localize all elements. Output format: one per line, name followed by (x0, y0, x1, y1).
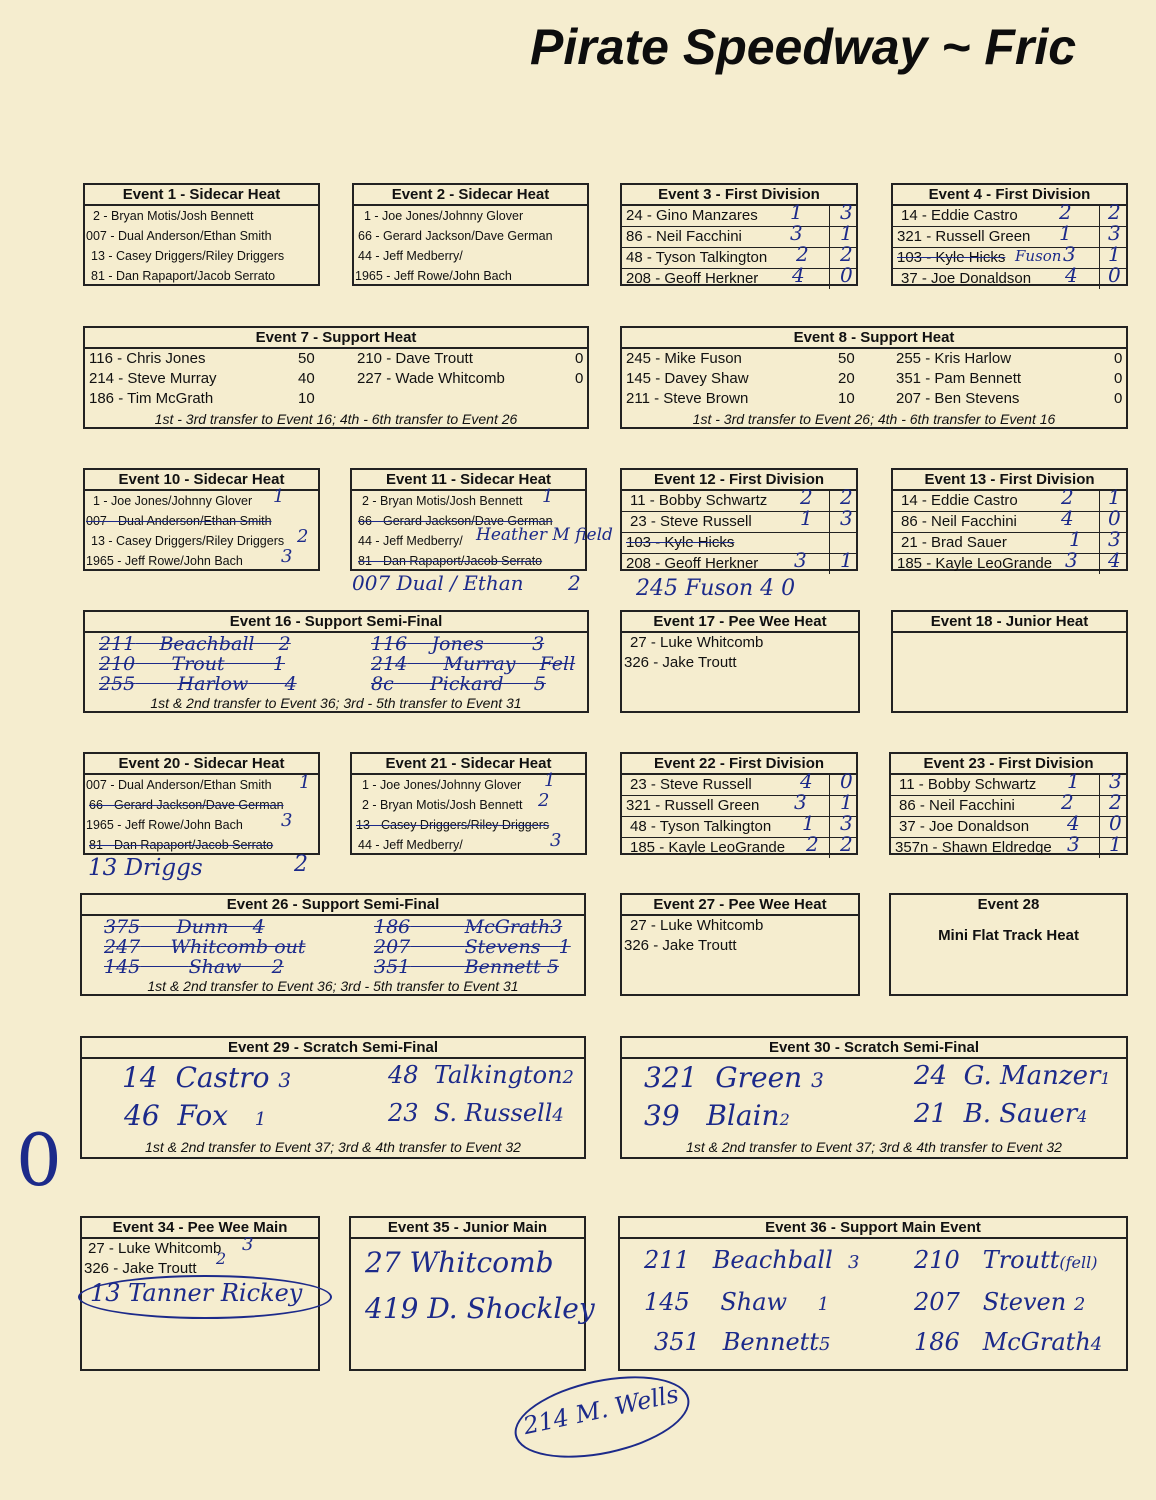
event-26-hw-entry: 207 Stevens 1 (374, 936, 571, 958)
event-27-row: 326 - Jake Troutt (624, 937, 737, 954)
event-16-hw-entry: 8c Pickard 5 (371, 673, 546, 695)
event-36-hw-entry: 211 Beachball 3 (644, 1246, 860, 1274)
event-20-row: 66 - Gerard Jackson/Dave German (89, 798, 284, 812)
event-18-box (891, 610, 1128, 713)
event-34-circled-text: 13 Tanner Rickey (90, 1279, 303, 1307)
event-4-box (891, 183, 1128, 286)
page-title: Pirate Speedway ~ Fric (530, 19, 1077, 75)
event-26-box (80, 893, 586, 996)
event-22-row: 48 - Tyson Talkington 1 3 (622, 817, 856, 838)
event-10-row: 1 - Joe Jones/Johnny Glover 1 (93, 486, 285, 508)
event-16-hw-entry: 211 Beachball 2 (99, 633, 291, 655)
event-16-hw-entry: 210 Trout 1 (99, 653, 286, 675)
event-8-box (620, 326, 1128, 429)
event-7-entry: 116 - Chris Jones 50 (89, 350, 315, 367)
event-11-row: 2 - Bryan Motis/Josh Bennett 1 (362, 486, 554, 508)
event-28-box (889, 893, 1128, 996)
event-27-title: Event 27 - Pee Wee Heat (622, 895, 858, 916)
event-3-row: 24 - Gino Manzares 1 3 (622, 206, 856, 227)
event-7-entry: 186 - Tim McGrath 10 (89, 390, 315, 407)
event-1-row: 13 - Casey Driggers/Riley Driggers (91, 249, 285, 263)
event-4-row: 14 - Eddie Castro 2 2 (893, 206, 1126, 227)
event-11-title: Event 11 - Sidecar Heat (352, 470, 585, 491)
event-29-hw-entry: 46 Fox 1 (124, 1099, 267, 1132)
event-10-box (83, 468, 320, 571)
event-34-title: Event 34 - Pee Wee Main (82, 1218, 318, 1239)
event-22-box (620, 752, 858, 855)
event-13-row: 86 - Neil Facchini 4 0 (893, 512, 1126, 533)
event-16-transfer-note: 1st & 2nd transfer to Event 36; 3rd - 5th transfer to Event 31 (150, 695, 522, 711)
event-12-box (620, 468, 858, 571)
event-10-row: 007 - Dual Anderson/Ethan Smith (86, 514, 272, 528)
event-30-hw-entry: 21 B. Sauer4 (914, 1099, 1088, 1129)
event-34-row: 27 - Luke Whitcomb 3 (88, 1234, 254, 1257)
event-30-hw-entry: 321 Green 3 (644, 1061, 824, 1094)
event-11-row: 44 - Jeff Medberry/ Heather M field (358, 525, 613, 548)
event-8-entry: 145 - Davey Shaw 20 (626, 370, 855, 387)
event-13-row: 185 - Kayle LeoGrande 3 4 (897, 548, 1121, 572)
event-29-hw-entry: 23 S. Russell4 (388, 1099, 564, 1127)
event-17-box (620, 610, 860, 713)
event-30-hw-entry: 24 G. Manzer1 (914, 1061, 1111, 1091)
event-29-hw-entry: 48 Talkington2 (388, 1061, 574, 1089)
event-23-row: 11 - Bobby Schwartz 1 3 (891, 775, 1126, 796)
event-21-box (350, 752, 587, 855)
event-2-row: 1965 - Jeff Rowe/John Bach (355, 269, 512, 283)
event-34-row: 326 - Jake Troutt 2 (84, 1249, 227, 1277)
event-16-title: Event 16 - Support Semi-Final (85, 612, 587, 633)
event-35-hw-entry: 419 D. Shockley (365, 1292, 595, 1325)
event-29-hw-entry: 14 Castro 3 (122, 1061, 292, 1094)
event-16-hw-entry: 116 Jones 3 (371, 633, 545, 655)
margin-note: 0 (16, 1118, 62, 1202)
event-2-title: Event 2 - Sidecar Heat (354, 185, 587, 206)
event-4-row: 321 - Russell Green 1 3 (893, 227, 1126, 248)
event-17-title: Event 17 - Pee Wee Heat (622, 612, 858, 633)
event-12-row: 23 - Steve Russell 1 3 (622, 512, 856, 533)
event-35-box (349, 1216, 595, 1371)
event-17-row: 326 - Jake Troutt (624, 654, 737, 671)
event-26-hw-entry: 375 Dunn 4 (104, 916, 265, 938)
event-23-row: 357n - Shawn Eldredge 3 1 (895, 832, 1122, 856)
event-11-row: 66 - Gerard Jackson/Dave German (358, 514, 553, 528)
event-26-title: Event 26 - Support Semi-Final (82, 895, 584, 916)
event-36-hw-entry: 186 McGrath4 (914, 1328, 1103, 1356)
event-16-hw-entry: 214 Murray Fell (371, 653, 576, 675)
event-20-row: 81 - Dan Rapaport/Jacob Serrato (89, 838, 274, 852)
event-26-hw-entry: 351 Bennett 5 (374, 956, 559, 978)
event-13-box (891, 468, 1128, 571)
event-1-title: Event 1 - Sidecar Heat (85, 185, 318, 206)
event-8-entry: 255 - Kris Harlow 0 (896, 350, 1123, 367)
event-21-row: 44 - Jeff Medberry/ 3 (358, 830, 562, 852)
event-11-added-mark: 2 (568, 571, 581, 595)
event-7-title: Event 7 - Support Heat (85, 328, 587, 349)
event-30-box (620, 1036, 1128, 1159)
event-36-circled-text: 214 M. Wells (520, 1379, 682, 1441)
event-3-row: 48 - Tyson Talkington 2 2 (622, 248, 856, 269)
event-23-box (889, 752, 1128, 855)
event-22-row: 23 - Steve Russell 4 0 (622, 775, 856, 796)
event-3-row: 208 - Geoff Herkner 4 0 (626, 263, 853, 287)
event-10-row: 1965 - Jeff Rowe/John Bach 3 (86, 546, 293, 568)
event-13-title: Event 13 - First Division (893, 470, 1126, 491)
event-26-hw-entry: 145 Shaw 2 (104, 956, 284, 978)
event-7-transfer-note: 1st - 3rd transfer to Event 16; 4th - 6th transfer to Event 26 (154, 411, 518, 427)
event-27-row: 27 - Luke Whitcomb (630, 917, 764, 934)
event-21-row: 1 - Joe Jones/Johnny Glover 1 (362, 770, 556, 792)
event-20-row: 1965 - Jeff Rowe/John Bach 3 (86, 810, 293, 832)
event-36-box (618, 1216, 1128, 1371)
event-8-entry: 211 - Steve Brown 10 (626, 390, 855, 407)
event-16-box (83, 610, 589, 713)
event-23-title: Event 23 - First Division (891, 754, 1126, 775)
event-28-title: Event 28 (977, 896, 1040, 913)
event-26-hw-entry: 247 Whitcomb out (104, 936, 306, 958)
event-22-row: 185 - Kayle LeoGrande 2 2 (630, 832, 853, 856)
event-8-transfer-note: 1st - 3rd transfer to Event 26; 4th - 6th transfer to Event 16 (692, 411, 1056, 427)
event-2-row: 66 - Gerard Jackson/Dave German (358, 229, 553, 243)
event-20-title: Event 20 - Sidecar Heat (85, 754, 318, 775)
event-23-row: 86 - Neil Facchini 2 2 (891, 796, 1126, 817)
event-8-entry: 245 - Mike Fuson 50 (626, 350, 855, 367)
event-36-hw-entry: 210 Troutt(fell) (914, 1246, 1098, 1274)
event-1-row: 007 - Dual Anderson/Ethan Smith (86, 229, 272, 243)
event-3-row: 86 - Neil Facchini 3 1 (622, 227, 856, 248)
event-21-row: 2 - Bryan Motis/Josh Bennett 2 (362, 790, 550, 812)
event-23-row: 37 - Joe Donaldson 4 0 (891, 817, 1126, 838)
event-20-row: 007 - Dual Anderson/Ethan Smith 1 (86, 772, 311, 793)
event-34-box (80, 1216, 320, 1371)
event-4-row: 37 - Joe Donaldson 4 0 (901, 263, 1121, 287)
event-12-row: 103 - Kyle Hicks (622, 533, 856, 554)
event-4-row: 103 - Kyle Hicks Fuson 3 1 (893, 248, 1126, 269)
event-7-entry: 210 - Dave Troutt 0 (357, 350, 584, 367)
event-13-row: 14 - Eddie Castro 2 1 (893, 491, 1126, 512)
event-20-added-entry: 13 Driggs (88, 855, 203, 881)
event-11-box (350, 468, 613, 571)
event-35-hw-entry: 27 Whitcomb (365, 1246, 554, 1279)
event-28-subtitle: Mini Flat Track Heat (938, 927, 1079, 944)
event-1-row: 2 - Bryan Motis/Josh Bennett (93, 209, 254, 223)
event-7-entry: 227 - Wade Whitcomb 0 (357, 370, 584, 387)
event-36-hw-entry: 351 Bennett5 (654, 1328, 831, 1356)
event-2-row: 44 - Jeff Medberry/ (358, 249, 463, 263)
event-1-row: 81 - Dan Rapaport/Jacob Serrato (91, 269, 276, 283)
event-4-title: Event 4 - First Division (893, 185, 1126, 206)
event-3-title: Event 3 - First Division (622, 185, 856, 206)
event-12-row: 11 - Bobby Schwartz 2 2 (622, 491, 856, 512)
event-8-entry: 351 - Pam Bennett 0 (896, 370, 1123, 387)
event-7-entry: 214 - Steve Murray 40 (89, 370, 315, 387)
event-10-row: 13 - Casey Driggers/Riley Driggers 2 (91, 526, 309, 548)
event-12-row: 208 - Geoff Herkner 3 1 (626, 548, 853, 572)
event-12-title: Event 12 - First Division (622, 470, 856, 491)
event-2-box (352, 183, 589, 286)
event-18-title: Event 18 - Junior Heat (893, 612, 1126, 633)
event-22-title: Event 22 - First Division (622, 754, 856, 775)
event-29-title: Event 29 - Scratch Semi-Final (82, 1038, 584, 1059)
event-36-title: Event 36 - Support Main Event (620, 1218, 1126, 1239)
event-30-hw-entry: 39 Blain2 (644, 1099, 790, 1132)
event-29-transfer-note: 1st & 2nd transfer to Event 37; 3rd & 4th transfer to Event 32 (145, 1139, 521, 1155)
event-10-title: Event 10 - Sidecar Heat (85, 470, 318, 491)
event-36-hw-entry: 145 Shaw 1 (644, 1288, 830, 1316)
event-12-added-entry: 245 Fuson 4 0 (636, 576, 796, 601)
event-16-hw-entry: 255 Harlow 4 (99, 673, 297, 695)
event-8-entry: 207 - Ben Stevens 0 (896, 390, 1123, 407)
event-3-box (620, 183, 858, 286)
event-17-row: 27 - Luke Whitcomb (630, 634, 764, 651)
event-22-row: 321 - Russell Green 3 1 (622, 796, 856, 817)
event-30-title: Event 30 - Scratch Semi-Final (622, 1038, 1126, 1059)
event-20-added-mark: 2 (294, 852, 308, 877)
event-21-row: 13 - Casey Driggers/Riley Driggers (356, 818, 550, 832)
event-11-row: 81 - Dan Rapaport/Jacob Serrato (358, 554, 543, 568)
event-8-title: Event 8 - Support Heat (622, 328, 1126, 349)
event-2-row: 1 - Joe Jones/Johnny Glover (364, 209, 524, 223)
event-36-hw-entry: 207 Steven 2 (914, 1288, 1086, 1316)
event-20-box (83, 752, 320, 855)
event-21-title: Event 21 - Sidecar Heat (352, 754, 585, 775)
event-26-hw-entry: 186 McGrath3 (374, 916, 563, 938)
event-29-box (80, 1036, 586, 1159)
event-26-transfer-note: 1st & 2nd transfer to Event 36; 3rd - 5th transfer to Event 31 (147, 978, 519, 994)
event-35-title: Event 35 - Junior Main (351, 1218, 584, 1239)
event-7-box (83, 326, 589, 429)
event-30-transfer-note: 1st & 2nd transfer to Event 37; 3rd & 4th transfer to Event 32 (686, 1139, 1062, 1155)
event-27-box (620, 893, 860, 996)
event-1-box (83, 183, 320, 286)
event-11-added-entry: 007 Dual / Ethan (352, 571, 524, 595)
event-13-row: 21 - Brad Sauer 1 3 (893, 533, 1126, 554)
